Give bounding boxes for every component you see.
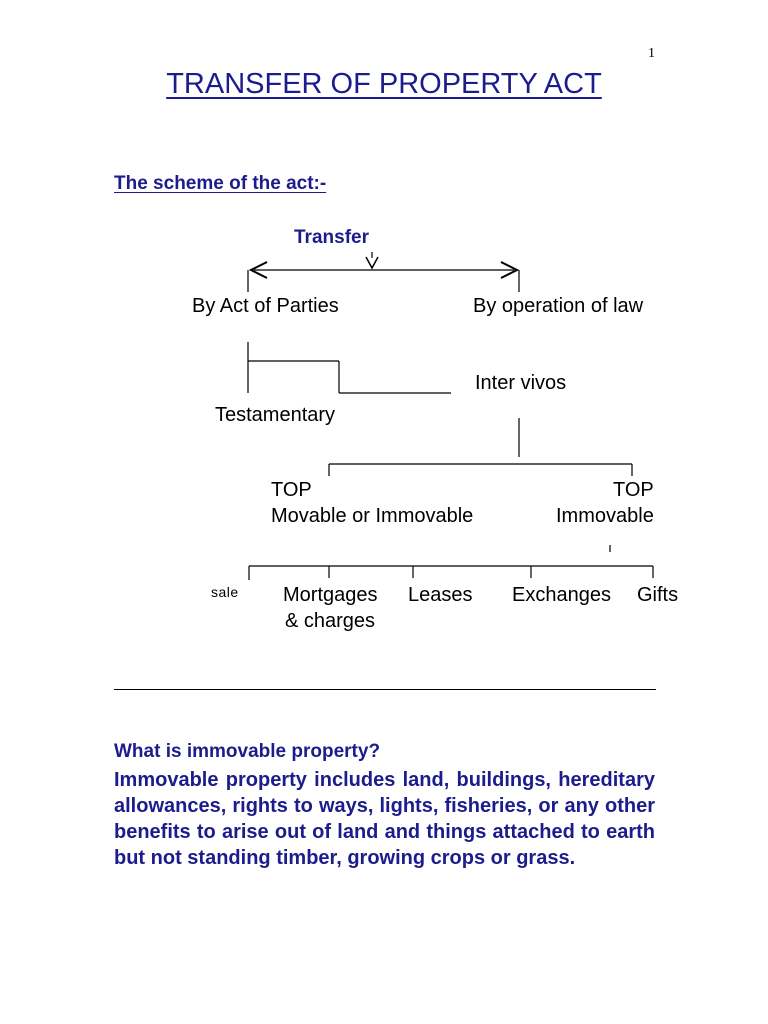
node-top-immovable-label: TOP <box>613 479 654 501</box>
scheme-subheading: The scheme of the act:- <box>114 173 327 194</box>
definition-question: What is immovable property? <box>114 741 381 762</box>
node-exchanges: Exchanges <box>512 584 611 606</box>
node-testamentary: Testamentary <box>215 404 336 426</box>
transfer-arrowhead-icon <box>366 257 378 268</box>
node-transfer: Transfer <box>294 227 369 248</box>
node-top-movable-label: TOP <box>271 479 312 501</box>
node-top-movable-desc: Movable or Immovable <box>271 505 474 527</box>
node-by-operation-of-law: By operation of law <box>473 295 644 317</box>
definition-paragraph: Immovable property includes land, buildings, hereditary allowances, rights to ways, lights, fisheries, or any other benefits to arise out of land and things attached to earth but not standing timber, growing crops or grass. <box>114 769 655 869</box>
node-charges: & charges <box>285 610 376 632</box>
node-top-immovable-desc: Immovable <box>556 505 654 527</box>
node-inter-vivos: Inter vivos <box>475 372 567 394</box>
page-title: TRANSFER OF PROPERTY ACT <box>166 68 602 100</box>
page-number: 1 <box>648 46 655 61</box>
node-gifts: Gifts <box>637 584 679 606</box>
node-sale: sale <box>211 584 239 600</box>
node-leases: Leases <box>408 584 473 606</box>
section-divider <box>114 689 656 690</box>
node-by-act-of-parties: By Act of Parties <box>192 295 339 317</box>
node-mortgages: Mortgages <box>283 584 378 606</box>
